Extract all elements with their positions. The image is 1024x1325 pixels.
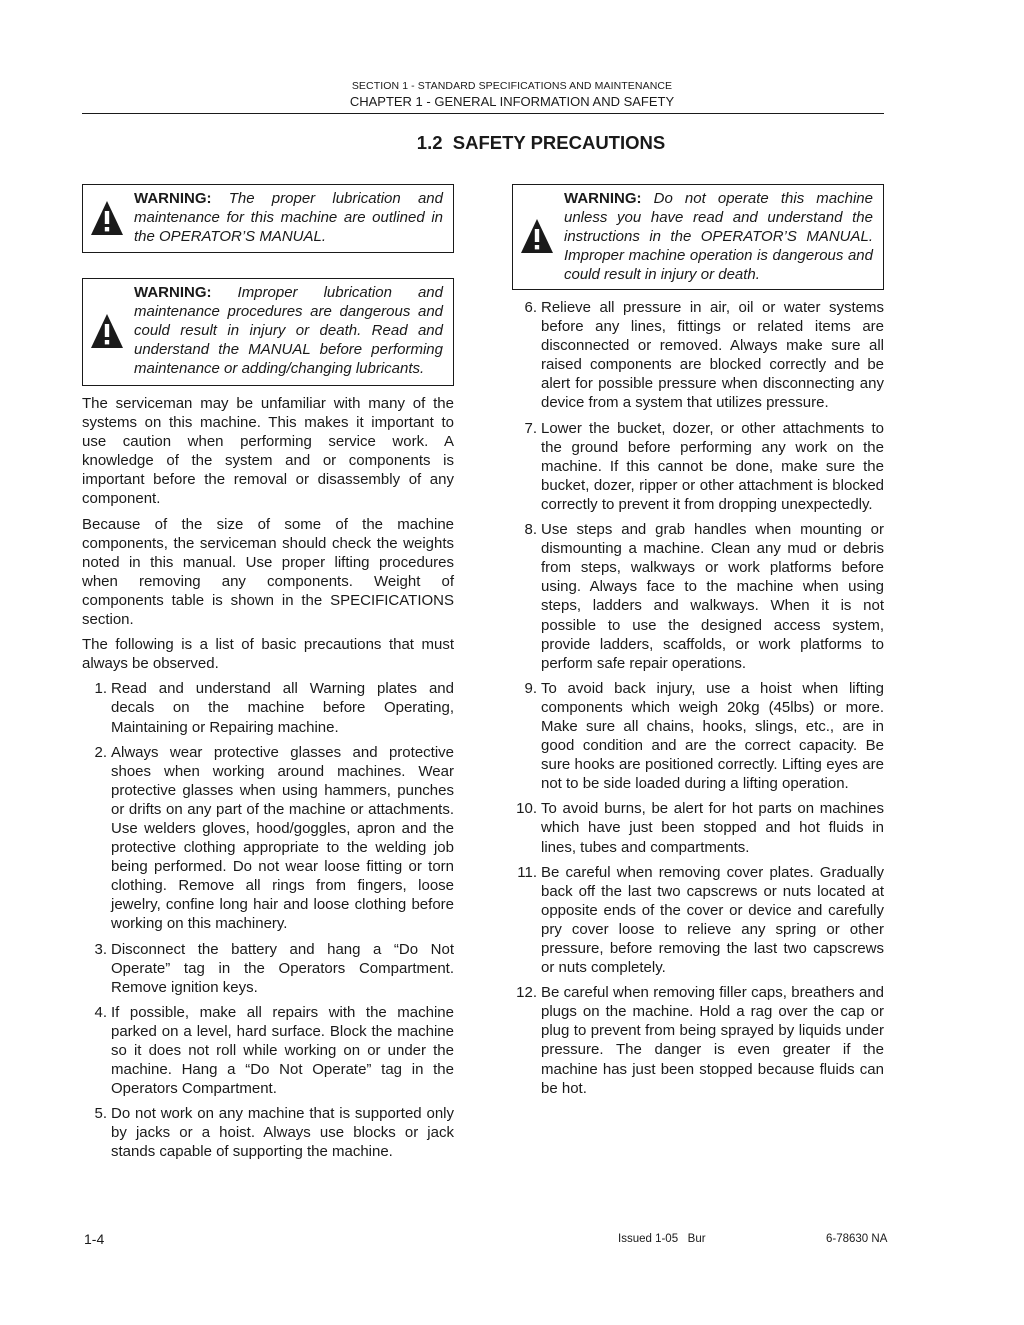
header-rule	[82, 113, 884, 114]
list-number: 1.	[94, 680, 107, 698]
list-intro-paragraph: The following is a list of basic precautions that must always be observed.	[82, 636, 454, 673]
list-number: 8.	[524, 521, 537, 539]
warning-box-lubrication	[82, 184, 454, 253]
list-item	[82, 743, 454, 934]
list-number: 2.	[94, 743, 107, 761]
list-number: 3.	[94, 940, 107, 958]
precautions-list-right	[512, 298, 884, 1098]
list-number: 9.	[524, 679, 537, 697]
list-item	[512, 799, 884, 856]
document-number: 6-78630 NA	[826, 1233, 888, 1245]
list-number: 4.	[94, 1003, 107, 1021]
list-item	[512, 520, 884, 673]
warning-text: Improper lubrication and maintenance procedures are dangerous and could result in injury or death. Read and understand the MANUAL before performing maintenance or adding/changing lubricants.	[134, 284, 443, 377]
warning-box-operation	[512, 184, 884, 290]
page-title-text: 1.2 SAFETY PRECAUTIONS	[416, 132, 666, 153]
list-item	[512, 863, 884, 978]
warning-box-improper-lubrication	[82, 278, 454, 386]
list-text: Read and understand all Warning plates and decals on the machine before Operating, Maintaining or Repairing machine.	[111, 680, 454, 736]
warning-triangle-icon	[90, 312, 124, 350]
issue-info: Issued 1-05 Bur	[618, 1233, 706, 1245]
left-column	[82, 184, 454, 1162]
list-text: Do not work on any machine that is supported only by jacks or a hoist. Always use blocks or jack stands capable of supporting the machine.	[111, 1105, 454, 1161]
list-text: Be careful when removing cover plates. Gradually back off the last two capscrews or nuts located at opposite ends of the cover or device and carefully pry cover loose to relieve any spring or other pressure, before removing the last two capscrews or nuts completely.	[541, 863, 884, 977]
list-item	[512, 298, 884, 413]
list-number: 10.	[516, 800, 537, 818]
list-item	[512, 983, 884, 1098]
section-header: SECTION 1 - STANDARD SPECIFICATIONS AND MAINTENANCE	[351, 80, 673, 92]
list-number: 6.	[524, 299, 537, 316]
list-text: If possible, make all repairs with the machine parked on a level, hard surface. Block the machine so it does not roll while working on or under the machine. Hang a “Do Not Operate” tag in the Operators Compartment.	[111, 1003, 454, 1098]
right-column	[512, 184, 884, 1098]
list-number: 7.	[524, 419, 537, 437]
chapter-header: CHAPTER 1 - GENERAL INFORMATION AND SAFETY	[349, 94, 675, 109]
list-item	[82, 679, 454, 736]
warning-triangle-icon	[520, 217, 554, 255]
list-text: Lower the bucket, dozer, or other attachments to the ground before performing any work on the machine. If this cannot be done, make sure the bucket, dozer, ripper or other attachment is blocked correctly to prevent it from dropping unexpectedly.	[541, 419, 884, 513]
warning-text: The proper lubrication and maintenance for this machine are outlined in the OPERATOR’S MANUAL.	[134, 190, 443, 245]
list-number: 12.	[516, 984, 537, 1002]
list-text: Relieve all pressure in air, oil or water systems before any lines, fittings or related items are disconnected or removed. Always make sure all raised components are blocked correctly and be alert for possible pressure when disconnecting any device from a system that utilizes pressure.	[541, 299, 884, 412]
warning-label: WARNING:	[564, 190, 642, 207]
page-number: 1-4	[84, 1231, 105, 1247]
warning-triangle-icon	[90, 199, 124, 237]
list-text: To avoid burns, be alert for hot parts on machines which have just been stopped and hot fluids in lines, tubes and compartments.	[541, 800, 884, 856]
list-number: 5.	[94, 1105, 107, 1123]
list-item	[512, 679, 884, 794]
weights-paragraph: Because of the size of some of the machine components, the serviceman should check the weights noted in this manual. Use proper lifting procedures when removing any components. Weight of components table is shown in the SPECIFICATIONS section.	[82, 515, 454, 629]
warning-text: Do not operate this machine unless you have read and understand the instructions in the OPERATOR’S MANUAL. Improper machine operation is dangerous and could result in injury or death.	[564, 190, 873, 283]
list-item	[512, 419, 884, 514]
list-text: Disconnect the battery and hang a “Do Not Operate” tag in the Operators Compartment. Remove ignition keys.	[111, 940, 454, 996]
list-text: To avoid back injury, use a hoist when lifting components which weigh 20kg (45lbs) or more. Make sure all chains, hooks, slings, etc., are in good condition and are the correct capacity. Be sure hooks are positioned correctly. Lifting eyes are not to be side loaded during a lifting operation.	[541, 679, 884, 793]
warning-label: WARNING:	[134, 190, 212, 207]
list-item	[82, 1003, 454, 1098]
page-title	[0, 132, 1024, 154]
list-number: 11.	[517, 863, 537, 881]
list-text: Use steps and grab handles when mounting or dismounting a machine. Clean any mud or debris from steps, walkways or work platforms before using. Always face to the machine when using steps, ladders and walkways. When it is not possible to use the designed access system, provide ladders, scaffolds, or work platforms to perform safe repair operations.	[541, 521, 884, 672]
list-text: Always wear protective glasses and protective shoes when working around machines. Wear protective glasses when using hammers, punches or drifts on any part of the machine or attachments. Use welders gloves, hood/goggles, apron and the protective clothing appropriate to the welding job being performed. Do not wear loose fitting or torn clothing. Remove all rings from fingers, loose jewelry, confine long hair and loose clothing before working on this machinery.	[111, 743, 454, 933]
list-item	[82, 940, 454, 997]
precautions-list-left	[82, 679, 454, 1161]
intro-paragraph: The serviceman may be unfamiliar with many of the systems on this machine. This makes it important to use caution when performing service work. A knowledge of the system and or components is important before the removal or disassembly of any component.	[82, 395, 454, 508]
list-item	[82, 1104, 454, 1161]
list-text: Be careful when removing filler caps, breathers and plugs on the machine. Hold a rag over the cap or plug to prevent from being sprayed by liquids under pressure. The danger is even greater if the machine has just been stopped because fluids can be hot.	[541, 984, 884, 1097]
warning-label: WARNING:	[134, 284, 212, 301]
